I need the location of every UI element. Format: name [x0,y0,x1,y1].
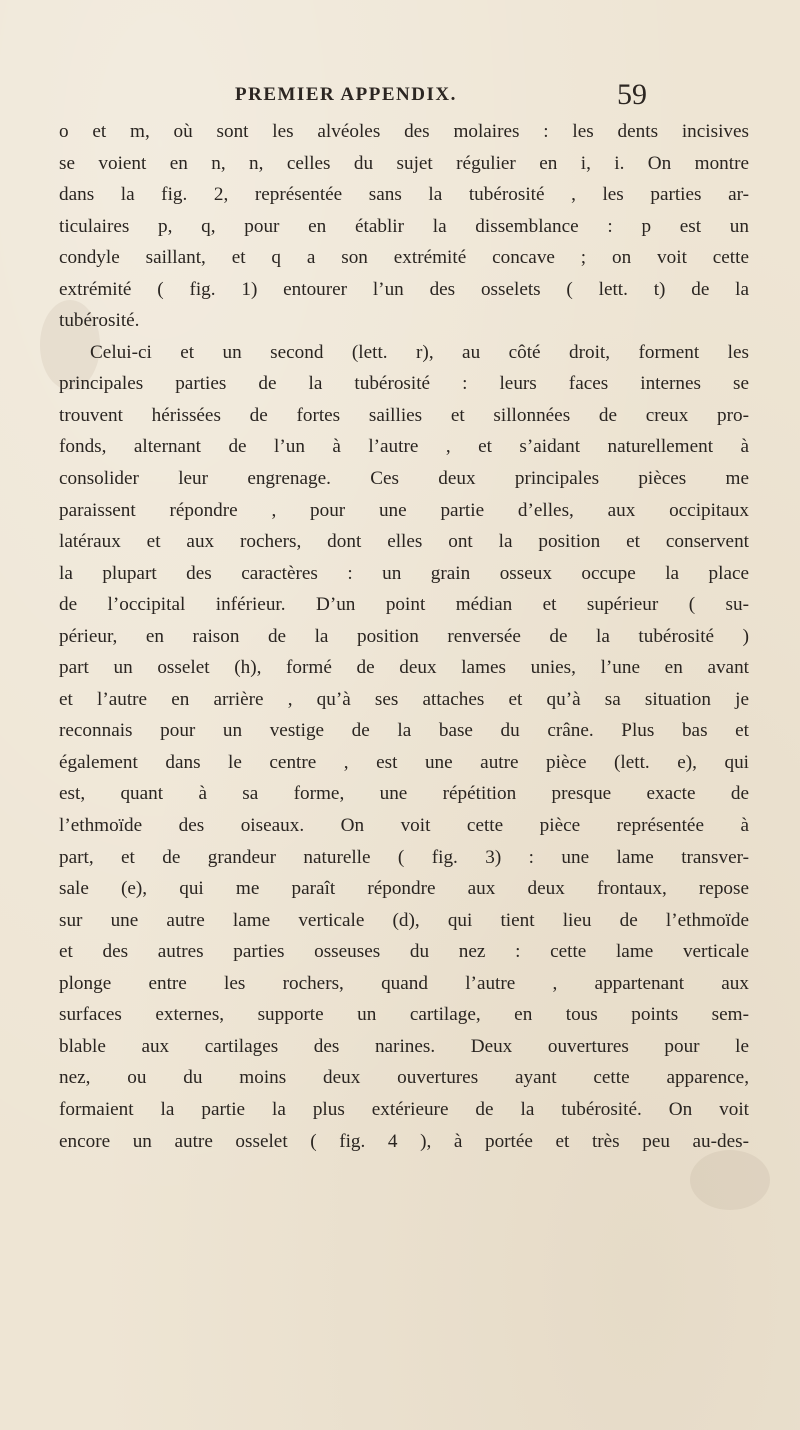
text-line: o et m, où sont les alvéoles des molaires : les dents incisives [59,121,749,142]
text-line: dans la fig. 2, représentée sans la tubérosité , les parties ar- [59,184,749,206]
text-line: encore un autre osselet ( fig. 4 ), à portée et très peu au-des- [59,1130,749,1152]
page-header [0,78,800,114]
text-line: nez, ou du moins deux ouvertures ayant cette apparence, [59,1067,749,1089]
text-line: formaient la partie la plus extérieure de la tubérosité. On voit [59,1098,749,1120]
body-text [59,116,749,1157]
text-line: trouvent hérissées de fortes saillies et sillonnées de creux pro- [59,404,749,426]
text-line: l’ethmoïde des oiseaux. On voit cette pièce représentée à [59,815,749,837]
text-line: extrémité ( fig. 1) entourer l’un des osselets ( lett. t) de la [59,278,749,300]
text-line: tubérosité. [59,310,140,332]
text-line: plonge entre les rochers, quand l’autre , appartenant aux [59,972,749,994]
text-line: paraissent répondre , pour une partie d’elles, aux occipitaux [59,499,749,521]
text-line: se voient en n, n, celles du sujet régulier en i, i. On montre [59,152,749,174]
text-line: sale (e), qui me paraît répondre aux deux frontaux, repose [59,878,749,900]
text-line: condyle saillant, et q a son extrémité concave ; on voit cette [59,247,749,269]
text-line: latéraux et aux rochers, dont elles ont la position et conservent [59,531,749,553]
text-line: blable aux cartilages des narines. Deux ouvertures pour le [59,1035,749,1057]
text-line: sur une autre lame verticale (d), qui tient lieu de l’ethmoïde [59,909,749,931]
text-line: la plupart des caractères : un grain osseux occupe la place [59,562,749,584]
paper-stain [690,1150,770,1210]
text-line: de l’occipital inférieur. D’un point médian et supérieur ( su- [59,594,749,616]
text-line: Celui-ci et un second (lett. r), au côté droit, forment les [90,341,749,363]
text-line: ticulaires p, q, pour en établir la dissemblance : p est un [59,215,749,237]
page-number: 59 [617,78,647,111]
text-line: périeur, en raison de la position renversée de la tubérosité ) [59,625,749,647]
text-line: est, quant à sa forme, une répétition presque exacte de [59,783,749,805]
text-line: principales parties de la tubérosité : leurs faces internes se [59,373,749,395]
running-title: PREMIER APPENDIX. [235,84,457,105]
text-line: part, et de grandeur naturelle ( fig. 3) : une lame transver- [59,846,749,868]
text-line: et des autres parties osseuses du nez : cette lame verticale [59,941,749,963]
text-line: surfaces externes, supporte un cartilage, en tous points sem- [59,1004,749,1026]
text-line: fonds, alternant de l’un à l’autre , et s’aidant naturellement à [59,436,749,458]
text-line: et l’autre en arrière , qu’à ses attaches et qu’à sa situation je [59,688,749,710]
text-line: également dans le centre , est une autre pièce (lett. e), qui [59,751,749,773]
text-line: consolider leur engrenage. Ces deux principales pièces me [59,468,749,490]
text-line: part un osselet (h), formé de deux lames unies, l’une en avant [59,657,749,679]
text-line: reconnais pour un vestige de la base du crâne. Plus bas et [59,720,749,742]
